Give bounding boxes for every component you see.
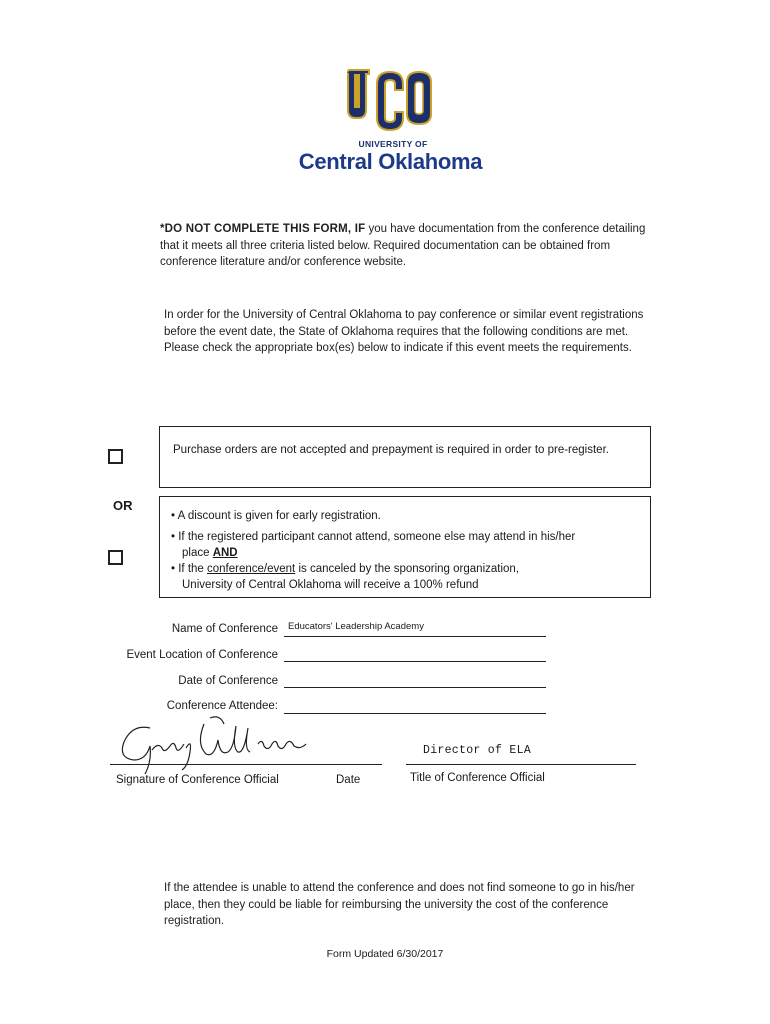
title-label: Title of Conference Official	[410, 772, 545, 784]
signature-label: Signature of Conference Official	[116, 774, 279, 786]
option2-item3-suffix: is canceled by the sponsoring organization,	[295, 563, 520, 575]
conference-name-label: Name of Conference	[171, 623, 278, 635]
conference-attendee-label: Conference Attendee:	[166, 700, 278, 712]
option2-checkbox[interactable]	[108, 550, 123, 565]
signature-line[interactable]	[110, 764, 382, 765]
title-line[interactable]	[406, 764, 636, 765]
option2-item3	[171, 561, 641, 593]
bullet-icon: •	[171, 531, 176, 543]
option1-box	[159, 426, 651, 488]
requirements-paragraph: In order for the University of Central Oklahoma to pay conference or similar event registrations before the event date, the State of Oklahoma requires that the following conditions are met. Please check the appropriate box(es) below to indicate if this event meets the requirements.	[164, 309, 644, 354]
option2-item2	[171, 529, 641, 561]
option1-text: Purchase orders are not accepted and prepayment is required in order to pre-register.	[173, 444, 609, 456]
logo-university-of: UNIVERSITY OF	[358, 139, 428, 149]
event-location-label: Event Location of Conference	[126, 649, 278, 661]
option2-item3-prefix: If the	[178, 563, 208, 575]
conference-name-value: Educators' Leadership Academy	[288, 621, 424, 632]
event-location-field[interactable]	[284, 647, 546, 662]
option2-item2-line2: place	[182, 547, 213, 559]
uco-logo-icon	[347, 66, 433, 138]
option2-item3-underlined: conference/event	[207, 563, 296, 575]
intro-bold-prefix: *DO NOT COMPLETE THIS FORM, IF	[160, 223, 366, 235]
option2-item2-line1: If the registered participant cannot attend, someone else may attend in his/her	[178, 531, 576, 543]
form-updated-footer: Form Updated 6/30/2017	[326, 948, 444, 960]
conference-date-label: Date of Conference	[178, 675, 278, 687]
date-label: Date	[336, 774, 361, 786]
conference-attendee-field[interactable]	[284, 699, 546, 714]
option2-item3-line2: University of Central Oklahoma will receive a 100% refund	[182, 579, 479, 591]
logo-university-name: Central Oklahoma	[298, 149, 483, 174]
option2-and: AND	[212, 547, 238, 559]
conference-date-field[interactable]	[284, 673, 546, 688]
option2-box	[159, 496, 651, 598]
intro-text: you have documentation from the conference detailing that it meets all three criteria listed below. Required documentation can be obtained from conference literature and/or conference website.	[160, 223, 646, 268]
bullet-icon: •	[171, 563, 176, 575]
bullet-icon: •	[171, 510, 176, 522]
title-value: Director of ELA	[423, 744, 532, 757]
or-label: OR	[113, 498, 133, 513]
option1-checkbox[interactable]	[108, 449, 123, 464]
option2-item1-text: A discount is given for early registration.	[177, 510, 381, 522]
liability-paragraph: If the attendee is unable to attend the conference and does not find someone to go in his/her place, then they could be liable for reimbursing the university the cost of the conference registration.	[164, 882, 635, 927]
option2-item1	[171, 508, 381, 524]
intro-paragraph	[160, 221, 660, 271]
handwritten-signature-icon	[112, 714, 332, 774]
